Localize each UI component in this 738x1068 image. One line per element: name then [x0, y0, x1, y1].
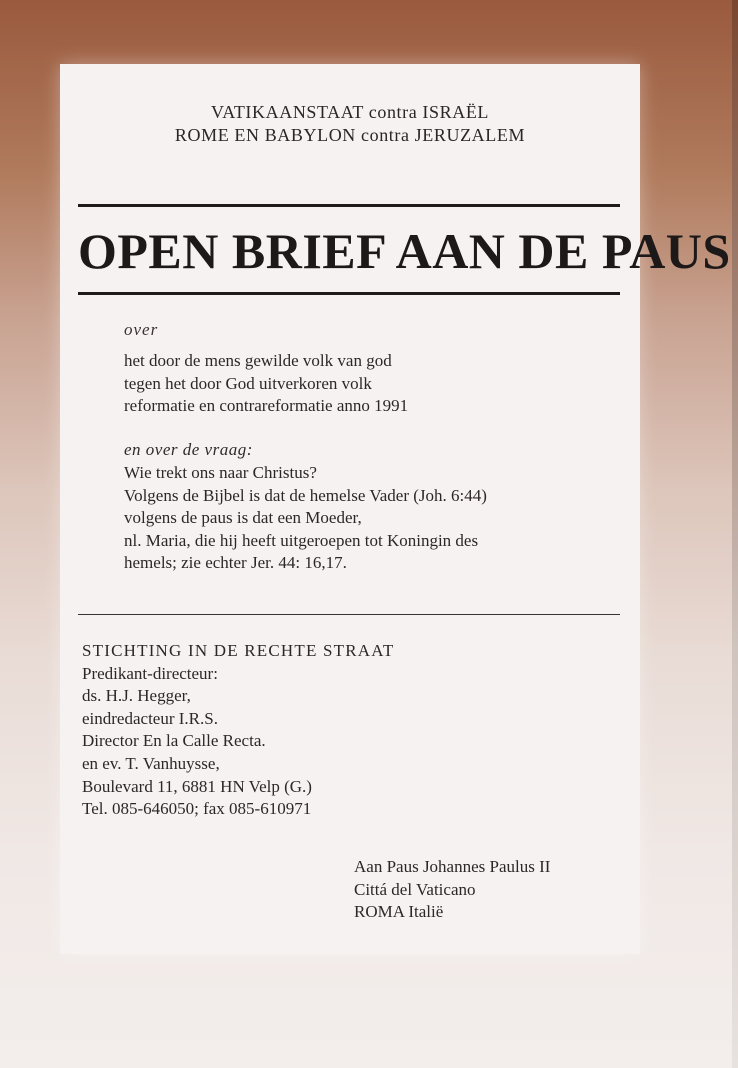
header-line-2: ROME EN BABYLON contra JERUZALEM [174, 125, 526, 145]
question-line: volgens de paus is dat een Moeder, [124, 508, 362, 527]
title-rule-bottom [78, 292, 620, 295]
question-line: Wie trekt ons naar Christus? [124, 463, 317, 482]
recipient-line: Cittá del Vaticano [354, 879, 476, 899]
publisher-block [82, 640, 394, 821]
publisher-line: Boulevard 11, 6881 HN Velp (G.) [82, 776, 312, 796]
question-block [124, 462, 487, 575]
question-label: en over de vraag: [124, 440, 253, 459]
header-line-1: VATIKAANSTAAT contra ISRAËL [210, 102, 490, 122]
intro-label: over [124, 320, 159, 339]
question-line: hemels; zie echter Jer. 44: 16,17. [124, 553, 347, 572]
publisher-line: eindredacteur I.R.S. [82, 708, 218, 728]
cover-edge [732, 0, 738, 1068]
publisher-line: Tel. 085-646050; fax 085-610971 [82, 799, 312, 819]
intro-line: tegen het door God uitverkoren volk [124, 373, 372, 393]
document-panel [60, 64, 731, 954]
page-title: OPEN BRIEF AAN DE PAUS [78, 223, 731, 279]
intro-line: reformatie en contrareformatie anno 1991 [124, 396, 409, 415]
intro-line: het door de mens gewilde volk van god [124, 351, 392, 370]
publisher-line: Director En la Calle Recta. [82, 731, 266, 751]
question-line: Volgens de Bijbel is dat de hemelse Vader (Joh. 6:44) [124, 485, 487, 505]
section-divider [78, 614, 620, 615]
intro-block [124, 350, 408, 418]
publisher-line: en ev. T. Vanhuysse, [82, 753, 220, 773]
recipient-line: ROMA Italië [354, 902, 444, 921]
question-line: nl. Maria, die hij heeft uitgeroepen tot Koningin des [124, 530, 479, 550]
publisher-line: ds. H.J. Hegger, [82, 686, 191, 706]
title-rule-top [78, 204, 620, 207]
publisher-name: STICHTING IN DE RECHTE STRAAT [82, 641, 395, 660]
publisher-line: Predikant-directeur: [82, 663, 218, 683]
recipient-address [354, 856, 550, 924]
recipient-line: Aan Paus Johannes Paulus II [354, 857, 551, 876]
